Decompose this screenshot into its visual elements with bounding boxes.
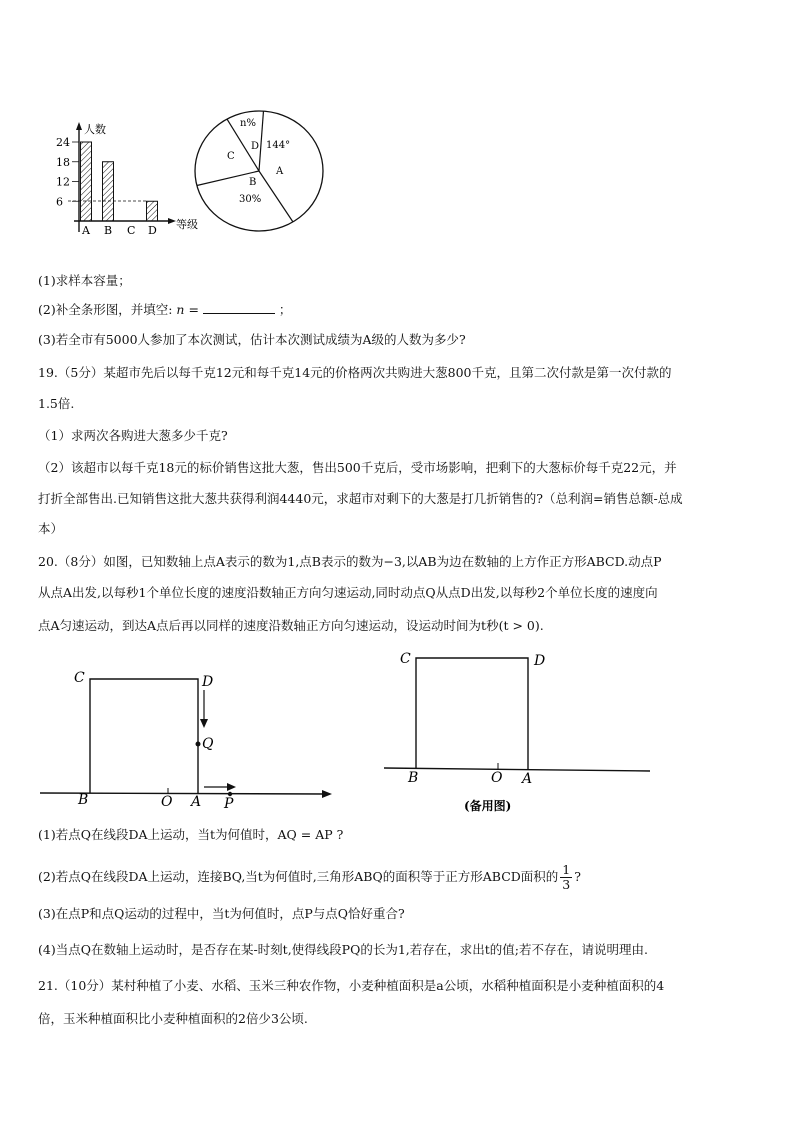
q20-part4: (4)当点Q在数轴上运动时，是否存在某-时刻t,使得线段PQ的长为1,若存在，求出t的值;若不存在，请说明理由. <box>38 942 648 957</box>
q20-part3: (3)在点P和点Q运动的过程中，当t为何值时，点P与点Q恰好重合? <box>38 906 405 921</box>
q18-part2 <box>38 301 291 319</box>
pie-label-angle: 144° <box>266 140 291 151</box>
fig2-label-b: B <box>408 770 419 786</box>
q19-line5: 打折全部售出.已知销售这批大葱共获得利润4440元，求超市对剩下的大葱是打几折销售的?（总利润=销售总额-总成 <box>38 491 683 506</box>
fig2-label-d: D <box>534 653 546 669</box>
q20-figure-main <box>38 664 340 812</box>
bar-chart-category-label: D <box>148 224 157 237</box>
q18-part2-var: n <box>176 302 185 317</box>
q18-part2-eq: = <box>184 302 203 317</box>
pie-label-b: B <box>249 177 257 188</box>
pie-label-d: D <box>251 141 260 152</box>
fig1-label-q: Q <box>202 736 214 752</box>
bar-chart-category-label: A <box>82 224 90 237</box>
q20-part2 <box>38 863 581 892</box>
bar-chart-ytick-label: 18 <box>56 155 70 169</box>
fig1-label-d: D <box>202 674 214 690</box>
pie-label-n: n% <box>240 118 256 129</box>
q19-line3: （1）求两次各购进大葱多少千克? <box>38 428 228 443</box>
q21-line2: 倍，玉米种植面积比小麦种植面积的2倍少3公顷. <box>38 1011 308 1026</box>
fig2-label-a: A <box>522 771 533 787</box>
bar-a <box>81 142 92 221</box>
q20-line2: 从点A出发,以每秒1个单位长度的速度沿数轴正方向匀速运动,同时动点Q从点D出发,以每秒2个单位长度的速度向 <box>38 585 658 600</box>
fraction-one-third <box>560 863 572 892</box>
fig1-point-q <box>196 742 201 747</box>
q20-part2-text: (2)若点Q在线段DA上运动，连接BQ,当t为何值时,三角形ABQ的面积等于正方形ABCD面积的 <box>38 869 559 884</box>
fig2-caption: (备用图) <box>464 799 512 813</box>
bar-chart-ytick-label: 6 <box>56 195 63 209</box>
fig1-square <box>90 679 198 793</box>
fig1-q-arrowhead <box>200 719 208 728</box>
q20-line3: 点A匀速运动，到达A点后再以同样的速度沿数轴正方向匀速运动，设运动时间为t秒(t > 0). <box>38 618 544 633</box>
bar-chart-ytick-label: 24 <box>56 136 70 149</box>
q18-answer-blank[interactable] <box>203 301 275 314</box>
bar-chart-xlabel: 等级 <box>176 218 198 231</box>
bar-d <box>147 201 158 221</box>
pie-label-c: C <box>227 151 235 162</box>
fig2-label-o: O <box>491 770 503 786</box>
q18-part1: (1)求样本容量； <box>38 273 131 288</box>
bar-chart-x-arrow <box>168 218 176 224</box>
q21-line1: 21.（10分）某村种植了小麦、水稻、玉米三种农作物，小麦种植面积是a公顷，水稻种植面积是小麦种植面积的4 <box>38 978 665 993</box>
pie-label-b-pct: 30% <box>239 194 262 205</box>
fraction-denominator: 3 <box>562 877 571 892</box>
fig2-number-line <box>384 768 650 771</box>
q19-line1: 19.（5分）某超市先后以每千克12元和每千克14元的价格两次共购进大葱800千克，且第二次付款是第一次付款的 <box>38 365 672 380</box>
q19-line4: （2）该超市以每千克18元的标价销售这批大葱，售出500千克后，受市场影响，把剩下的大葱标价每千克22元，并 <box>38 460 677 475</box>
q18-part2-suffix: ； <box>278 302 292 317</box>
q20-part1: (1)若点Q在线段DA上运动，当t为何值时，AQ = AP ? <box>38 827 344 842</box>
q19-line2: 1.5倍. <box>38 396 75 411</box>
fig1-label-a: A <box>191 794 202 810</box>
q18-part2-prefix: (2)补全条形图，并填空: <box>38 302 173 317</box>
fig1-p-arrowhead <box>227 783 236 791</box>
q20-figure-backup <box>380 644 660 818</box>
fig2-square <box>416 658 528 770</box>
fraction-numerator: 1 <box>562 862 571 877</box>
pie-slice-boundary <box>259 171 293 222</box>
q18-part3: (3)若全市有5000人参加了本次测试，估计本次测试成绩为A级的人数为多少? <box>38 332 466 347</box>
q20-line1: 20.（8分）如图，已知数轴上点A表示的数为1,点B表示的数为−3,以AB为边在数轴的上方作正方形ABCD.动点P <box>38 554 662 569</box>
bar-chart-ytick-label: 12 <box>56 175 70 189</box>
bar-chart-category-label: B <box>104 224 113 237</box>
pie-label-a: A <box>276 166 284 177</box>
pie-slice-boundary <box>259 111 263 171</box>
fig1-label-o: O <box>161 794 173 810</box>
pie-chart <box>190 108 326 234</box>
fig1-number-line-arrow <box>322 790 332 798</box>
fig2-label-c: C <box>400 651 411 667</box>
bar-chart-ylabel: 人数 <box>84 123 106 136</box>
bar-chart-category-label: C <box>127 224 136 237</box>
q19-line6: 本） <box>38 521 64 536</box>
fig1-label-c: C <box>74 670 85 686</box>
fig1-label-b: B <box>78 792 89 808</box>
q20-part2-end: ? <box>574 869 581 884</box>
bar-b <box>103 162 114 221</box>
fig1-label-p: P <box>224 796 234 812</box>
bar-chart-y-arrow <box>76 122 82 130</box>
